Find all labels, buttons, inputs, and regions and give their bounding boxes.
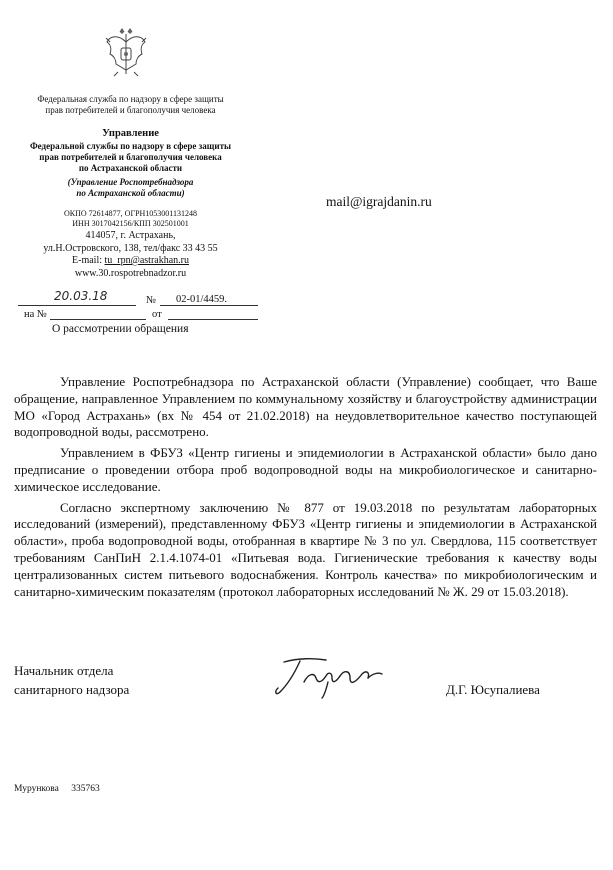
recipient-email: mail@igrajdanin.ru (326, 194, 432, 209)
registration-number-text: 02-01/4459. (176, 294, 228, 305)
agency-line: Федеральная служба по надзору в сфере защиты (37, 94, 224, 104)
executor-name: Мурункова (14, 784, 59, 794)
department-short-name (18, 177, 243, 199)
agency-name (18, 94, 243, 116)
short-name-line: по Астраханской области) (76, 188, 185, 198)
ref-date-underline (168, 306, 258, 320)
subject-line: О рассмотрении обращения (52, 323, 189, 335)
short-name-line: (Управление Роспотребнадзора (67, 177, 194, 187)
address-line: ул.Н.Островского, 138, тел/факс 33 43 55 (43, 242, 218, 254)
body-paragraph: Управление Роспотребнадзора по Астраханской области (Управление) сообщает, что Ваше обращение, направленное Управлением по коммунальному хозяйству и благоустройству администрации МО «Город Астрахань» (вх № 454 от 21.02.2018) на неудовлетворительное качество поступающей водопроводной воды, рассмотрено. (14, 374, 597, 440)
ref-number-underline (50, 306, 146, 320)
signatory-name: Д.Г. Юсупалиева (446, 682, 540, 697)
codes-line: ИНН 3017042156/КПП 302501001 (72, 219, 189, 228)
ref-from-label: от (152, 309, 162, 320)
email-label: E-mail: (72, 255, 103, 266)
handwritten-signature (270, 652, 390, 700)
registry-codes (18, 209, 243, 229)
postal-line: 414057, г. Астрахань, (85, 230, 176, 241)
department-name (18, 141, 243, 174)
agency-line: прав потребителей и благополучия человека (45, 105, 216, 115)
signatory-title (14, 661, 129, 699)
website-line[interactable]: www.30.rospotrebnadzor.ru (74, 267, 187, 279)
contacts (18, 230, 243, 280)
letter-body (14, 374, 597, 604)
registration-number (176, 294, 227, 305)
executor-phone: 335763 (71, 784, 100, 794)
body-paragraph: Согласно экспертному заключению № 877 от 19.03.2018 по результатам лабораторных исследований (измерений), представленному ФБУЗ «Центр гигиены и эпидемиологии в Астраханской области», проба водопроводной воды, отобранная в квартире № 3 по ул. Свердлова, 115 соответствует требованиям СанПиН 2.1.4.1074-01 «Питьевая вода. Гигиенические требования к качеству воды централизованных систем питьевого водоснабжения. Контроль качества» по микробиологическим и санитарно-химическим показателям (протокол лабораторных исследований № Ж. 29 от 15.03.2018). (14, 499, 597, 599)
body-paragraph: Управлением в ФБУЗ «Центр гигиены и эпидемиологии в Астраханской области» было дано предписание о проведении отбора проб водопроводной воды на микробиологическое и санитарно-химическое исследование. (14, 445, 597, 494)
signatory-title-line: санитарного надзора (14, 682, 130, 697)
date-underline (18, 289, 136, 306)
codes-line: ОКПО 72614877, ОГРН1053001131248 (64, 209, 197, 218)
department-line: Федеральной службы по надзору в сфере защиты (29, 141, 232, 151)
number-underline (160, 292, 258, 306)
ref-label: на № (24, 309, 47, 320)
department-line: прав потребителей и благополучия человека (39, 152, 222, 162)
signatory-title-line: Начальник отдела (14, 663, 114, 678)
department-title: Управление (102, 128, 159, 139)
handwritten-date: 20.03.18 (54, 289, 108, 303)
department-line: по Астраханской области (78, 163, 183, 173)
coat-of-arms-icon (104, 28, 148, 78)
number-label: № (146, 295, 157, 306)
email-link[interactable]: tu_rpn@astrakhan.ru (104, 255, 189, 266)
email-line (18, 255, 243, 268)
executor-info (14, 784, 100, 794)
